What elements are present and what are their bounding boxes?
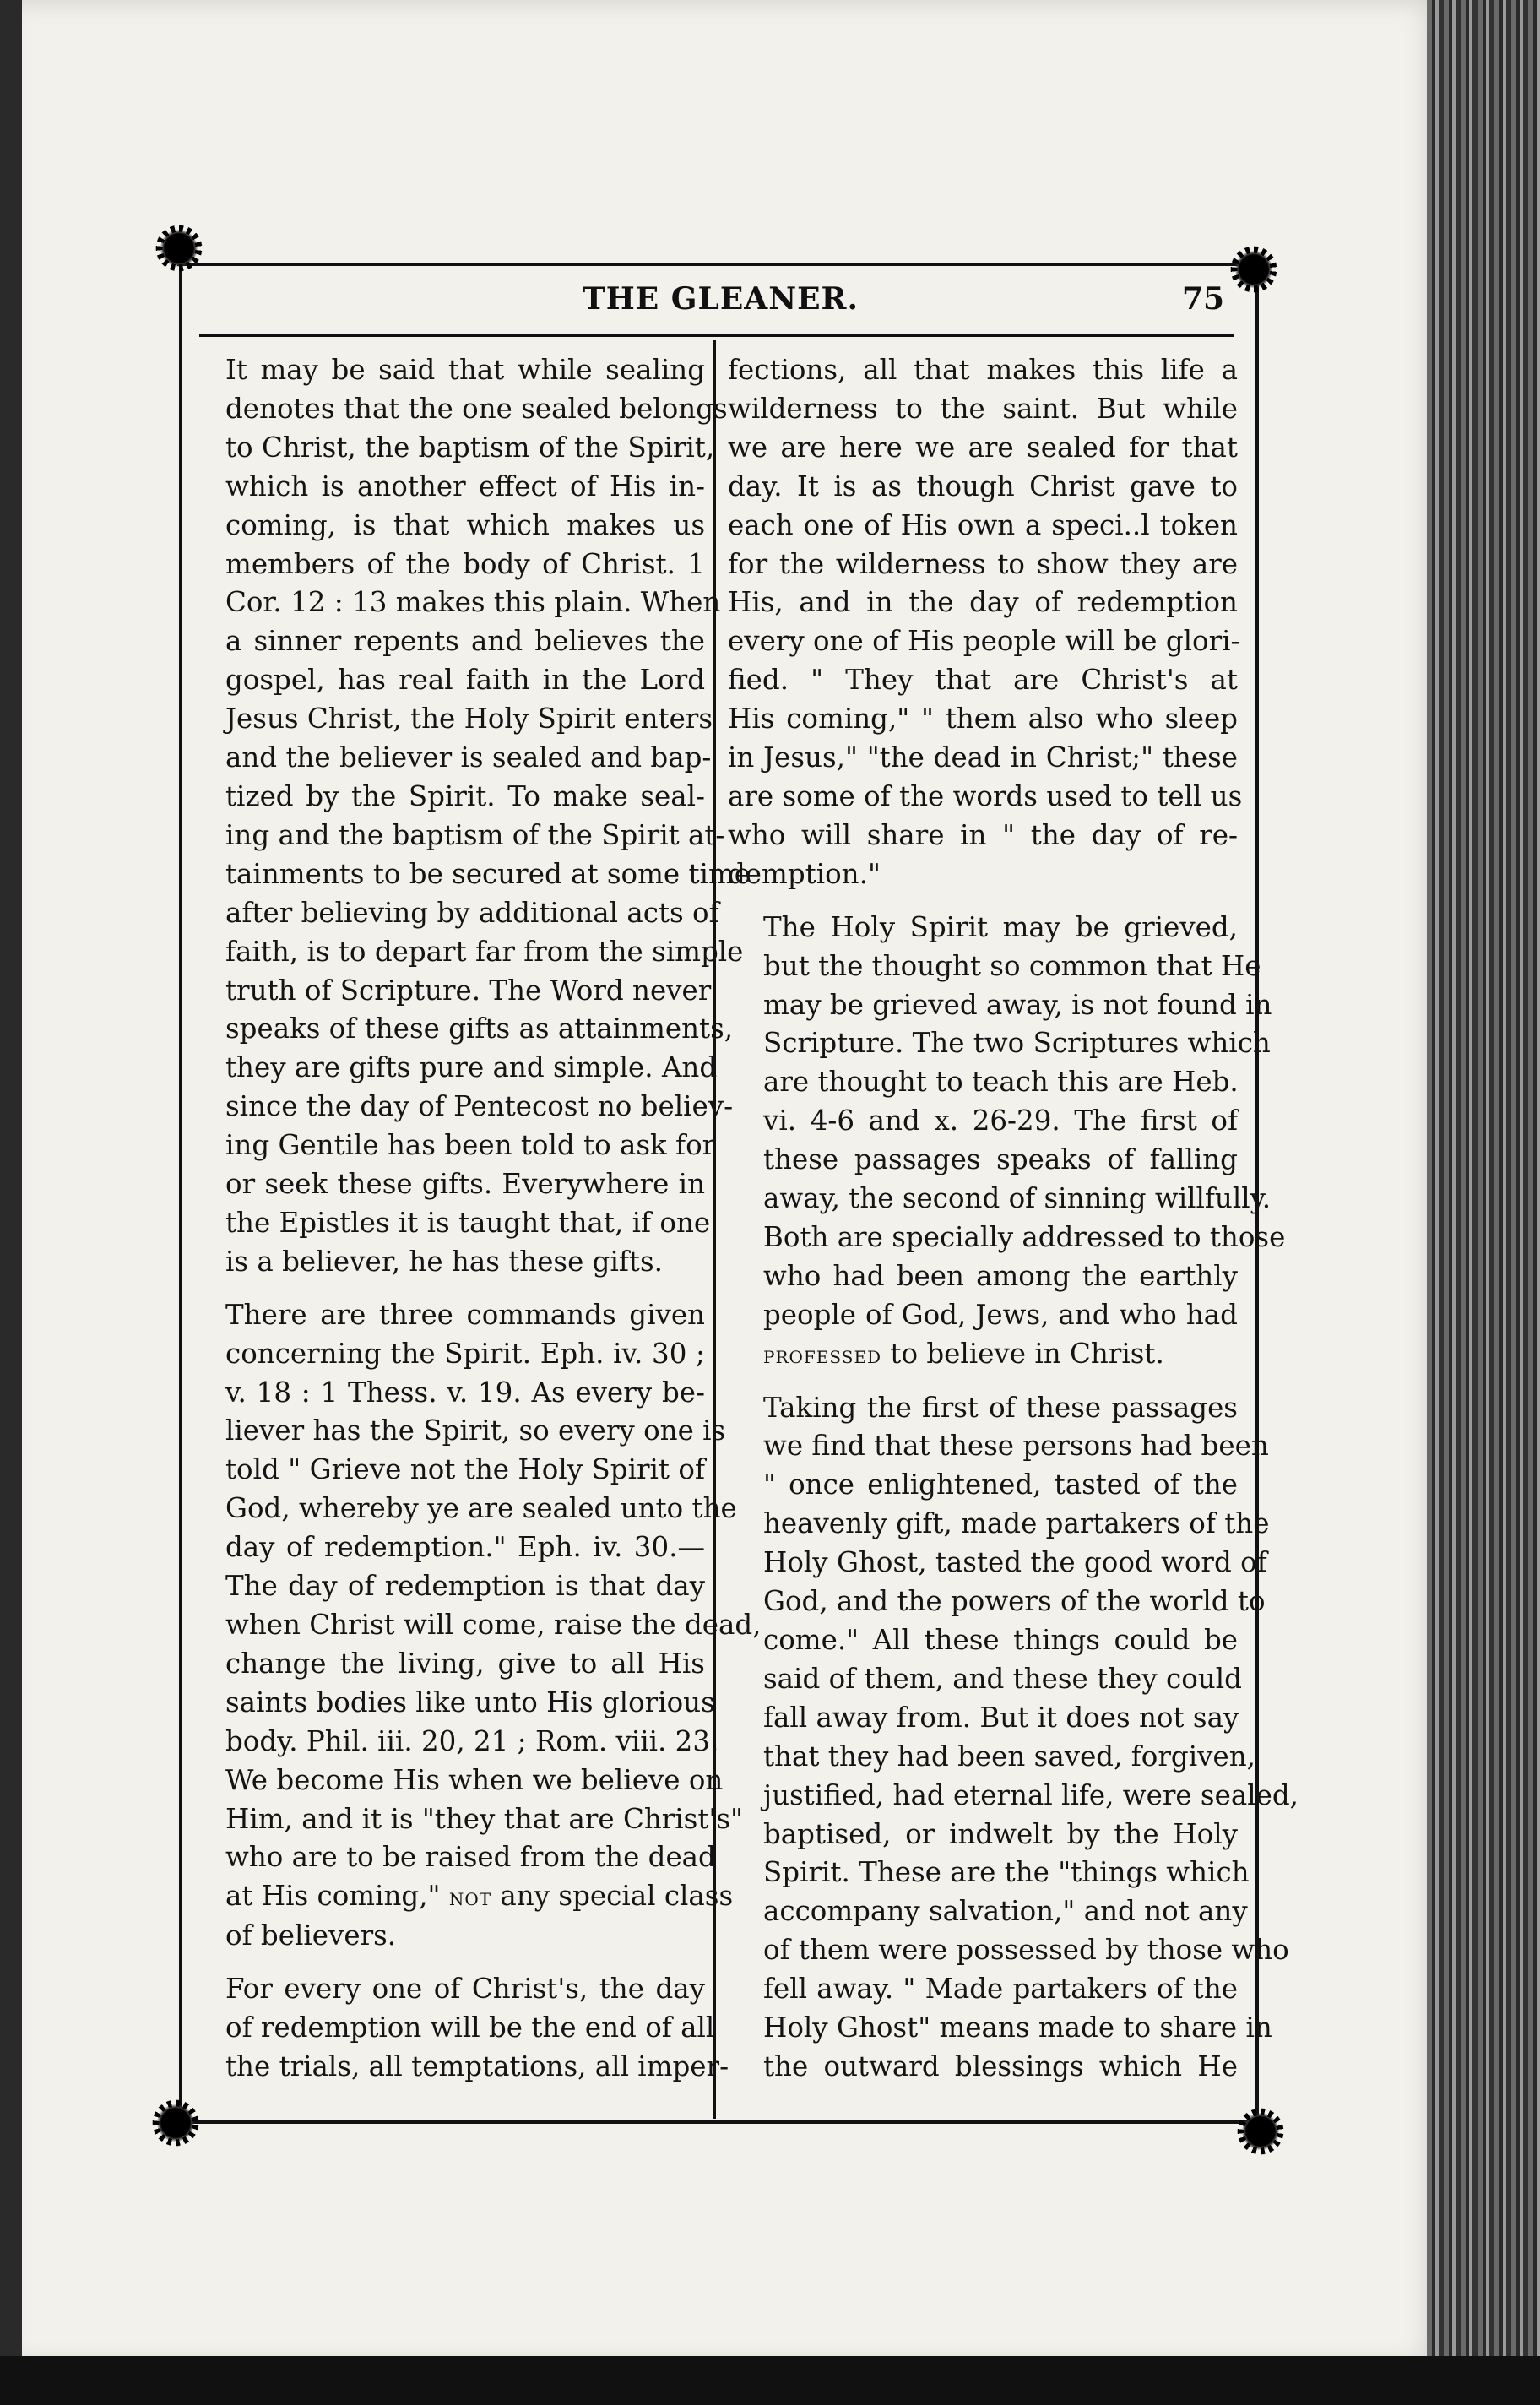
right-column (728, 351, 1299, 2087)
text-line: members of the body of Christ. 1 (225, 547, 705, 580)
corner-ornament-icon (1242, 2113, 1279, 2150)
text-line: of believers. (225, 1919, 397, 1952)
text-line: For every one of Christ's, the day (225, 1973, 705, 2006)
text-line: v. 18 : 1 Thess. v. 19. As every be- (225, 1376, 705, 1409)
text-line: justified, had eternal life, were sealed, (763, 1778, 1299, 1811)
text-line: accompany salvation," and not any (763, 1895, 1248, 1928)
text-line: wilderness to the saint. But while (728, 392, 1238, 425)
text-line: of them were possessed by those who (763, 1934, 1289, 1967)
text-line: His, and in the day of redemption (728, 586, 1238, 619)
text-line (190, 1877, 734, 1917)
text-line: The day of redemption is that day (225, 1570, 705, 1603)
text-line: and the believer is sealed and bap- (225, 741, 712, 774)
text-line: fied. " They that are Christ's at (728, 664, 1238, 697)
running-head: THE GLEANER. (583, 281, 859, 317)
small-caps-word: not (448, 1883, 492, 1912)
text-line (728, 1335, 1238, 1375)
text-line: faith, is to depart far from the simple (225, 935, 744, 968)
text-line: tainments to be secured at some time (225, 857, 751, 890)
paragraph (728, 909, 1286, 1375)
text-line: people of God, Jews, and who had (763, 1298, 1238, 1331)
text-line: to Christ, the baptism of the Spirit, (225, 431, 715, 464)
text-line: every one of His people will be glori- (728, 625, 1240, 658)
page-number: 75 (1182, 281, 1225, 317)
text-line: His coming," " them also who sleep (728, 703, 1238, 736)
text-line: which is another effect of His in- (225, 470, 705, 502)
text-line: of redemption will be the end of all (225, 2011, 715, 2044)
text-line: body. Phil. iii. 20, 21 ; Rom. viii. 23. (225, 1724, 719, 1757)
corner-ornament-icon (157, 2104, 194, 2142)
text-line: saints bodies like unto His glorious (225, 1686, 715, 1718)
book-binding-bottom (0, 2356, 1540, 2405)
paragraph (190, 1970, 729, 2087)
text-line: It may be said that while sealing (225, 354, 705, 386)
text-line: day of redemption." Eph. iv. 30.— (225, 1531, 705, 1564)
text-line: we find that these persons had been (763, 1430, 1269, 1463)
text-line: the outward blessings which He (763, 2049, 1238, 2082)
text-line: but the thought so common that He (763, 949, 1261, 982)
text-line: God, and the powers of the world to (763, 1585, 1266, 1618)
frame-left-rule (179, 266, 182, 2120)
corner-ornament-icon (160, 230, 198, 267)
text-line: fall away from. But it does not say (763, 1701, 1239, 1734)
text-line: demption." (728, 857, 881, 890)
text-line: The Holy Spirit may be grieved, (763, 910, 1238, 943)
text-line: Holy Ghost, tasted the good word of (763, 1546, 1267, 1579)
book-binding-left (0, 0, 24, 2405)
text-line: truth of Scripture. The Word never (225, 974, 712, 1007)
text-line: when Christ will come, raise the dead, (225, 1609, 762, 1641)
text-line: ing Gentile has been told to ask for (225, 1129, 716, 1162)
text-line: There are three commands given (225, 1298, 705, 1331)
text-line: a sinner repents and believes the (225, 625, 705, 658)
text-line: gospel, has real faith in the Lord (225, 664, 705, 697)
text-fragment: at His coming," (225, 1880, 449, 1913)
text-line: we are here we are sealed for that (728, 431, 1238, 464)
text-line: after believing by additional acts of (225, 896, 719, 929)
text-line: tized by the Spirit. To make seal- (225, 779, 705, 812)
text-line: who had been among the earthly (763, 1259, 1238, 1292)
text-line: said of them, and these they could (763, 1662, 1242, 1695)
paragraph (190, 1296, 762, 1956)
paragraph (190, 351, 751, 1282)
text-line: ing and the baptism of the Spirit at- (225, 818, 725, 851)
text-line: Spirit. These are the "things which (763, 1856, 1250, 1889)
text-line: since the day of Pentecost no believ- (225, 1090, 734, 1123)
text-line: concerning the Spirit. Eph. iv. 30 ; (225, 1337, 705, 1370)
small-caps-word: professed (763, 1340, 882, 1369)
text-fragment: to believe in Christ. (881, 1337, 1164, 1370)
text-line: Both are specially addressed to those (763, 1220, 1286, 1253)
text-line: We become His when we believe on (225, 1763, 724, 1796)
text-line: Taking the first of these passages (763, 1391, 1238, 1424)
text-line: fections, all that makes this life a (728, 354, 1238, 386)
text-line: denotes that the one sealed belongs (225, 392, 728, 425)
text-line: change the living, give to all His (225, 1647, 705, 1680)
text-line: vi. 4-6 and x. 26-29. The first of (763, 1105, 1238, 1137)
text-line: that they had been saved, forgiven, (763, 1740, 1255, 1773)
text-line: Him, and it is "they that are Christ's" (225, 1802, 743, 1835)
paragraph (728, 1389, 1299, 2087)
corner-ornament-icon (1235, 251, 1272, 288)
text-line: coming, is that which makes us (225, 508, 705, 541)
text-line: the Epistles it is taught that, if one (225, 1206, 711, 1239)
text-fragment: any special class (491, 1880, 734, 1913)
text-line: may be grieved away, is not found in (763, 988, 1272, 1021)
text-line: for the wilderness to show they are (728, 547, 1238, 580)
text-line: who will share in " the day of re- (728, 818, 1238, 851)
text-line: is a believer, he has these gifts. (225, 1245, 663, 1278)
text-line: Holy Ghost" means made to share in (763, 2011, 1272, 2044)
text-line: Jesus Christ, the Holy Spirit enters (225, 703, 713, 736)
text-line: the trials, all temptations, all imper- (225, 2049, 729, 2082)
text-line: day. It is as though Christ gave to (728, 470, 1238, 502)
text-line: fell away. " Made partakers of the (763, 1973, 1238, 2006)
text-line: liever has the Spirit, so every one is (225, 1414, 726, 1447)
text-line: speaks of these gifts as attainments, (225, 1012, 734, 1045)
text-line: Cor. 12 : 13 makes this plain. When (225, 586, 721, 619)
text-line: or seek these gifts. Everywhere in (225, 1168, 705, 1201)
text-line: told " Grieve not the Holy Spirit of (225, 1453, 705, 1486)
frame-bottom-rule (177, 2120, 1258, 2124)
text-line: these passages speaks of falling (763, 1143, 1238, 1176)
text-line: are thought to teach this are Heb. (763, 1066, 1239, 1099)
text-line: Scripture. The two Scriptures which (763, 1027, 1271, 1060)
left-column (190, 351, 762, 2087)
header-rule (199, 334, 1234, 337)
text-line: " once enlightened, tasted of the (763, 1469, 1238, 1501)
text-line: baptised, or indwelt by the Holy (763, 1817, 1238, 1850)
text-line: they are gifts pure and simple. And (225, 1051, 718, 1084)
paragraph (728, 351, 1243, 894)
text-line: heavenly gift, made partakers of the (763, 1507, 1270, 1540)
text-line: who are to be raised from the dead (225, 1841, 716, 1874)
text-line: come." All these things could be (763, 1624, 1238, 1656)
text-line: in Jesus," "the dead in Christ;" these (728, 741, 1238, 774)
text-line: God, whereby ye are sealed unto the (225, 1492, 737, 1525)
text-line: each one of His own a speci..l token (728, 508, 1238, 541)
text-line: are some of the words used to tell us (728, 779, 1243, 812)
frame-top-rule (177, 263, 1258, 266)
text-line: away, the second of sinning willfully. (763, 1182, 1272, 1215)
page-stack-edge (1427, 0, 1540, 2405)
